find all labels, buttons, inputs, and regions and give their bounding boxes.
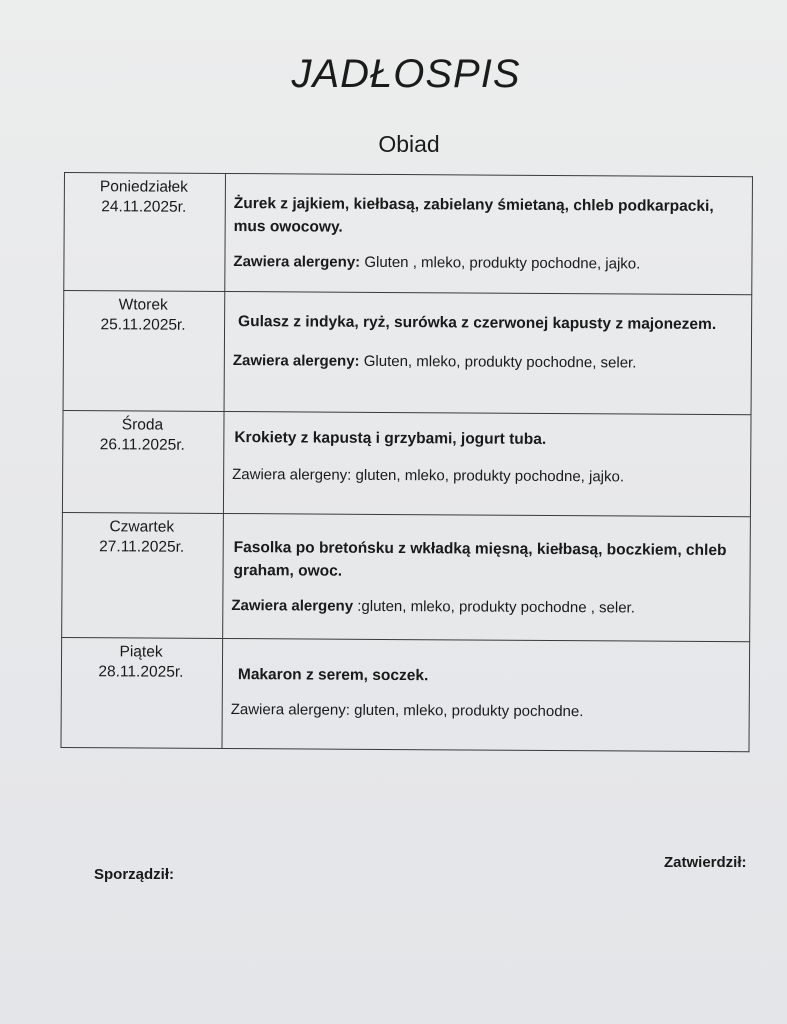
table-row [62, 410, 751, 516]
approved-by-label: Zatwierdził: [664, 854, 747, 871]
dish-cell [223, 513, 751, 641]
allergens-label: Zawiera alergeny: [232, 466, 352, 484]
allergens-list: Gluten , mleko, produkty pochodne, jajko. [364, 253, 641, 273]
meal-description: Gulasz z indyka, ryż, surówka z czerwonej kapusty z majonezem. [238, 313, 717, 333]
day-date: 27.11.2025r. [99, 538, 185, 556]
day-name: Środa [121, 416, 164, 434]
day-name: Wtorek [118, 296, 168, 314]
allergens-line [231, 596, 743, 619]
dish-cell [222, 638, 750, 751]
allergens-line [231, 700, 743, 723]
allergens-label: Zawiera alergeny: [233, 253, 361, 271]
day-name: Czwartek [109, 518, 175, 536]
day-cell [62, 410, 224, 513]
prepared-by-label: Sporządził: [94, 866, 175, 883]
allergens-list: Gluten, mleko, produkty pochodne, seler. [363, 352, 637, 372]
day-cell [64, 173, 226, 292]
table-row [61, 637, 750, 751]
allergens-list: gluten, mleko, produkty pochodne. [354, 701, 584, 721]
table-row [63, 291, 752, 415]
dish-cell [225, 173, 753, 294]
document-title: JADŁOSPIS [291, 52, 521, 96]
allergens-label: Zawiera alergeny [231, 597, 354, 615]
allergens-list: gluten, mleko, produkty pochodne, jajko. [355, 466, 625, 486]
meal-description: Żurek z jajkiem, kiełbasą, zabielany śmietaną, chleb podkarpacki, mus owocowy. [233, 195, 714, 236]
dish-cell [223, 411, 751, 516]
table-row [64, 173, 753, 295]
meal-description: Krokiety z kapustą i grzybami, jogurt tuba. [234, 429, 547, 448]
day-date: 26.11.2025r. [99, 436, 185, 454]
allergens-line [232, 465, 744, 488]
day-name: Piątek [119, 643, 163, 661]
allergens-label: Zawiera alergeny: [232, 352, 360, 370]
day-cell [62, 512, 224, 638]
day-date: 28.11.2025r. [98, 663, 184, 681]
allergens-label: Zawiera alergeny: [230, 701, 351, 719]
meal-description: Makaron z serem, soczek. [237, 666, 429, 685]
meal-description: Fasolka po bretońsku z wkładką mięsną, kiełbasą, boczkiem, chleb graham, owoc. [233, 539, 727, 580]
allergens-line [233, 351, 745, 374]
document-subtitle: Obiad [378, 131, 440, 157]
table-row [62, 512, 751, 641]
allergens-list: :gluten, mleko, produkty pochodne , seler. [357, 597, 635, 617]
menu-table [60, 172, 753, 752]
day-cell [63, 291, 225, 412]
day-date: 24.11.2025r. [101, 198, 187, 216]
day-name: Poniedziałek [99, 178, 188, 196]
dish-cell [224, 291, 752, 414]
day-date: 25.11.2025r. [100, 316, 186, 334]
day-cell [61, 637, 223, 748]
allergens-line [233, 252, 745, 275]
